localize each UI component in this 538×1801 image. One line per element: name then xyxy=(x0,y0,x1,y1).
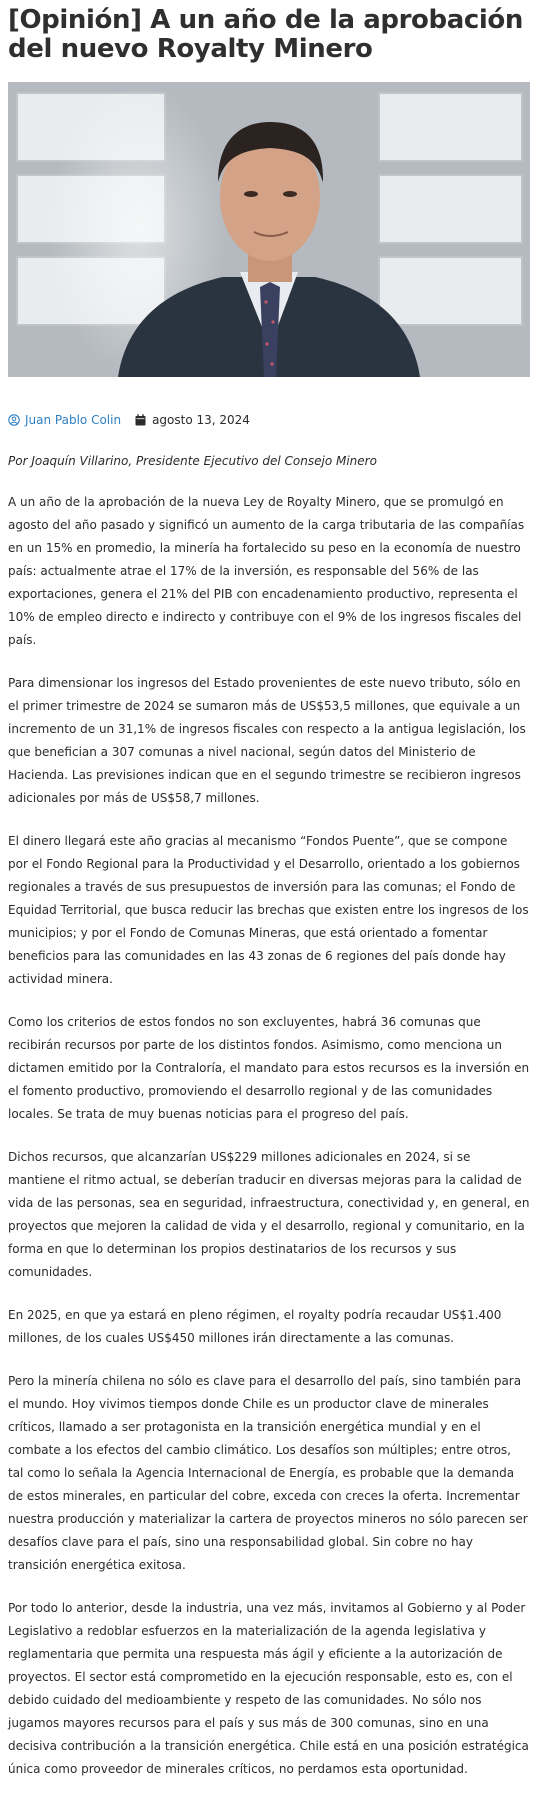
paragraph: Como los criterios de estos fondos no son excluyentes, habrá 36 comunas que recibirán recursos por parte de los distintos fondos. Asimismo, como menciona un dictamen emitido por la Contraloría, el mandato para estos recursos es la inversión en el fomento productivo, promoviendo el desarrollo regional y de las comunidades locales. Se trata de muy buenas noticias para el progreso del país. xyxy=(8,1015,530,1121)
paragraph: El dinero llegará este año gracias al mecanismo “Fondos Puente”, que se compone por el Fondo Regional para la Productividad y el Desarrollo, orientado a los gobiernos regionales a través de sus presupuestos de inversión para las comunas; el Fondo de Equidad Territorial, que busca reducir las brechas que existen entre los ingresos de los municipios; y por el Fondo de Comunas Mineras, que está orientado a fomentar beneficios para las comunidades en las 43 zonas de 6 regiones del país donde hay actividad minera. xyxy=(8,834,529,986)
paragraph: En 2025, en que ya estará en pleno régimen, el royalty podría recaudar US$1.400 millones, de los cuales US$450 millones irán directamente a las comunas. xyxy=(8,1308,502,1345)
paragraph: A un año de la aprobación de la nueva Ley de Royalty Minero, que se promulgó en agosto del año pasado y significó un aumento de la carga tributaria de las compañías en un 15% en promedio, la minería ha fortalecido su peso en la economía de nuestro país: actualmente atrae el 17% de la inversión, es responsable del 56% de las exportaciones, genera el 21% del PIB con encadenamiento productivo, representa el 10% de empleo directo e indirecto y contribuye con el 9% de los ingresos fiscales del país. xyxy=(8,495,525,647)
author-portrait-photo xyxy=(8,82,530,377)
paragraph: Dichos recursos, que alcanzarían US$229 millones adicionales en 2024, si se mantiene el ritmo actual, se deberían traducir en diversas mejoras para la calidad de vida de las personas, sea en seguridad, infraestructura, conectividad y, en general, en proyectos que mejoren la calidad de vida y el desarrollo, regional y comunitario, en la forma en que lo determinan los propios destinatarios de los recursos y sus comunidades. xyxy=(8,1150,530,1279)
paragraph: Pero la minería chilena no sólo es clave para el desarrollo del país, sino también para el mundo. Hoy vivimos tiempos donde Chile es un productor clave de minerales críticos, llamado a ser protagonista en la transición energética mundial y en el combate a los efectos del cambio climático. Los desafíos son múltiples; entre otros, tal como lo señala la Agencia Internacional de Energía, es probable que la demanda de estos minerales, en particular del cobre, exceda con creces la oferta. Incrementar nuestra producción y materializar la cartera de proyectos mineros no sólo parecen ser desafíos clave para el país, sino una responsabilidad global. Sin cobre no hay transición energética exitosa. xyxy=(8,1374,528,1572)
author-link[interactable] xyxy=(8,413,121,427)
paragraph: Por todo lo anterior, desde la industria, una vez más, invitamos al Gobierno y al Poder Legislativo a redoblar esfuerzos en la materialización de la agenda legislativa y reglamentaria que permita una respuesta más ágil y eficiente a la autorización de proyectos. El sector está comprometido en la ejecución responsable, esto es, con el debido cuidado del medioambiente y respeto de las comunidades. No sólo nos jugamos mayores recursos para el país y sus más de 300 comunas, sino en una decisiva contribución a la transición energética. Chile está en una posición estratégica única como proveedor de minerales críticos, no perdamos esta oportunidad. xyxy=(8,1601,529,1776)
calendar-icon xyxy=(135,414,146,426)
publish-date xyxy=(135,413,250,427)
paragraph: Para dimensionar los ingresos del Estado provenientes de este nuevo tributo, sólo en el primer trimestre de 2024 se sumaron más de US$53,5 millones, que equivale a un incremento de un 31,1% de ingresos fiscales con respecto a la antigua legislación, los que benefician a 307 comunas a nivel nacional, según datos del Ministerio de Hacienda. Las previsiones indican que en el segundo trimestre se recibieron ingresos adicionales por más de US$58,7 millones. xyxy=(8,676,526,805)
user-circle-icon xyxy=(8,414,20,426)
article-meta xyxy=(8,411,530,429)
portrait-figure xyxy=(8,82,530,377)
article-title: [Opinión] A un año de la aprobación del nuevo Royalty Minero xyxy=(8,5,523,64)
article-body xyxy=(8,491,530,1781)
article-byline: Por Joaquín Villarino, Presidente Ejecutivo del Consejo Minero xyxy=(8,454,377,468)
date-text: agosto 13, 2024 xyxy=(152,413,250,427)
author-name: Juan Pablo Colin xyxy=(25,413,122,427)
